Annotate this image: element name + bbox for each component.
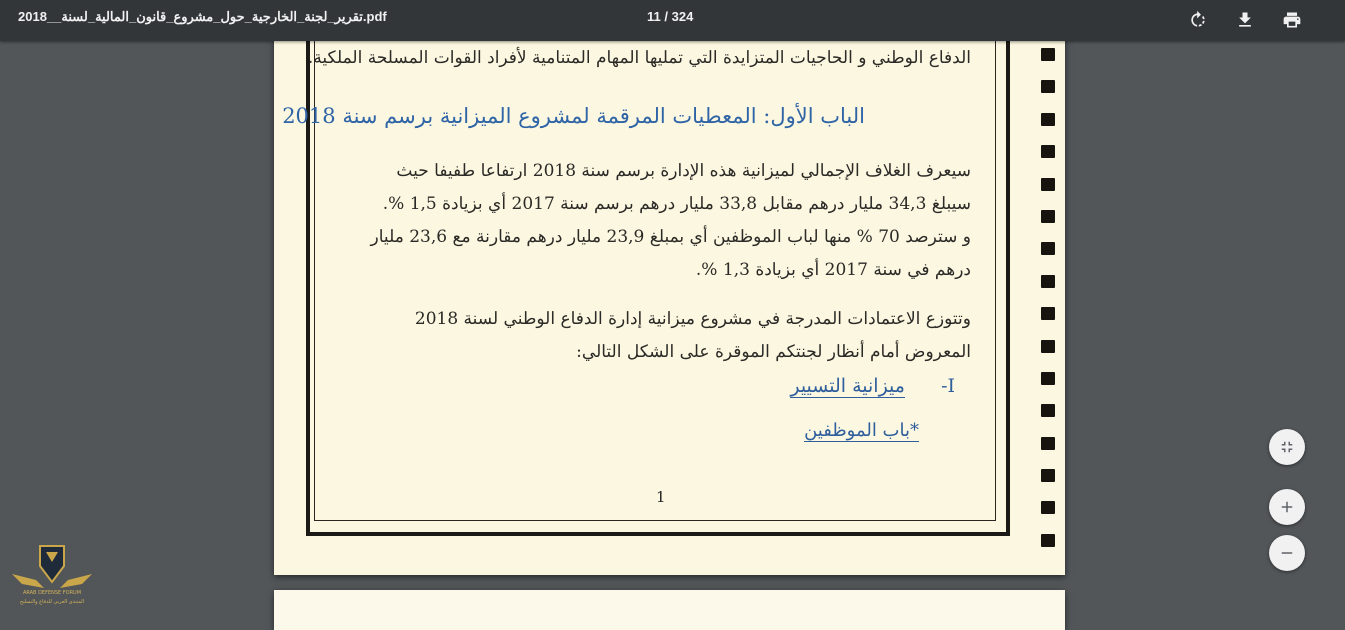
rotate-icon: [1188, 10, 1208, 30]
paragraph-1-line-1: سيعرف الغلاف الإجمالي لميزانية هذه الإدارة برسم سنة 2018 ارتفاعا طفيفا حيث: [396, 161, 971, 181]
paragraph-2-line-2: المعروض أمام أنظار لجنتكم الموقرة على الشكل التالي:: [576, 342, 971, 362]
top-line-text: الدفاع الوطني و الحاجيات المتزايدة التي تمليها المهام المتنامية لأفراد القوات المسلحة الملكية.: [307, 48, 971, 68]
zoom-out-button[interactable]: [1269, 535, 1305, 571]
next-pdf-page: [274, 590, 1065, 630]
paragraph-2-line-1: وتتوزع الاعتمادات المدرجة في مشروع ميزانية إدارة الدفاع الوطني لسنة 2018: [414, 309, 971, 329]
film-strip-border: [1041, 48, 1057, 566]
page-separator: /: [664, 9, 668, 24]
paragraph-1-line-4: درهم في سنة 2017 أي بزيادة 1,3 %.: [695, 260, 971, 280]
zoom-out-icon: [1278, 544, 1296, 562]
section-number: I-: [941, 375, 955, 397]
document-title: تقرير_لجنة_الخارجية_حول_مشروع_قانون_المالية_لسنة__2018.pdf: [18, 9, 387, 24]
total-pages: 324: [671, 9, 694, 24]
fit-to-page-button[interactable]: [1269, 429, 1305, 465]
current-page[interactable]: 11: [647, 9, 661, 24]
rotate-button[interactable]: [1184, 6, 1212, 34]
fit-to-page-icon: [1278, 438, 1296, 456]
zoom-in-button[interactable]: [1269, 489, 1305, 525]
subsection-heading: *باب الموظفين: [804, 420, 919, 441]
section-heading: [790, 375, 955, 397]
section-title: ميزانية التسيير: [790, 375, 905, 397]
print-icon: [1282, 10, 1302, 30]
pdf-page: [274, 20, 1065, 575]
zoom-in-icon: [1278, 498, 1296, 516]
paragraph-1-line-2: سيبلغ 34,3 مليار درهم مقابل 33,8 مليار درهم برسم سنة 2017 أي بزيادة 1,5 %.: [382, 194, 971, 214]
forum-logo: [10, 544, 94, 608]
page-indicator: [647, 9, 693, 24]
print-button[interactable]: [1278, 6, 1306, 34]
forum-logo-icon: [10, 544, 94, 608]
logo-text: ARAB DEFENSE FORUM: [22, 590, 82, 596]
printed-page-number: 1: [656, 488, 666, 506]
paragraph-1-line-3: و سترصد 70 % منها لباب الموظفين أي بمبلغ 23,9 مليار درهم مقارنة مع 23,6 مليار: [370, 227, 971, 247]
chapter-heading: الباب الأول: المعطيات المرقمة لمشروع الميزانية برسم سنة 2018: [282, 104, 865, 128]
download-icon: [1235, 10, 1255, 30]
pdf-toolbar: [0, 0, 1345, 41]
download-button[interactable]: [1231, 6, 1259, 34]
logo-subtext: المنتدى العربي للدفاع والتسليح: [19, 599, 85, 605]
